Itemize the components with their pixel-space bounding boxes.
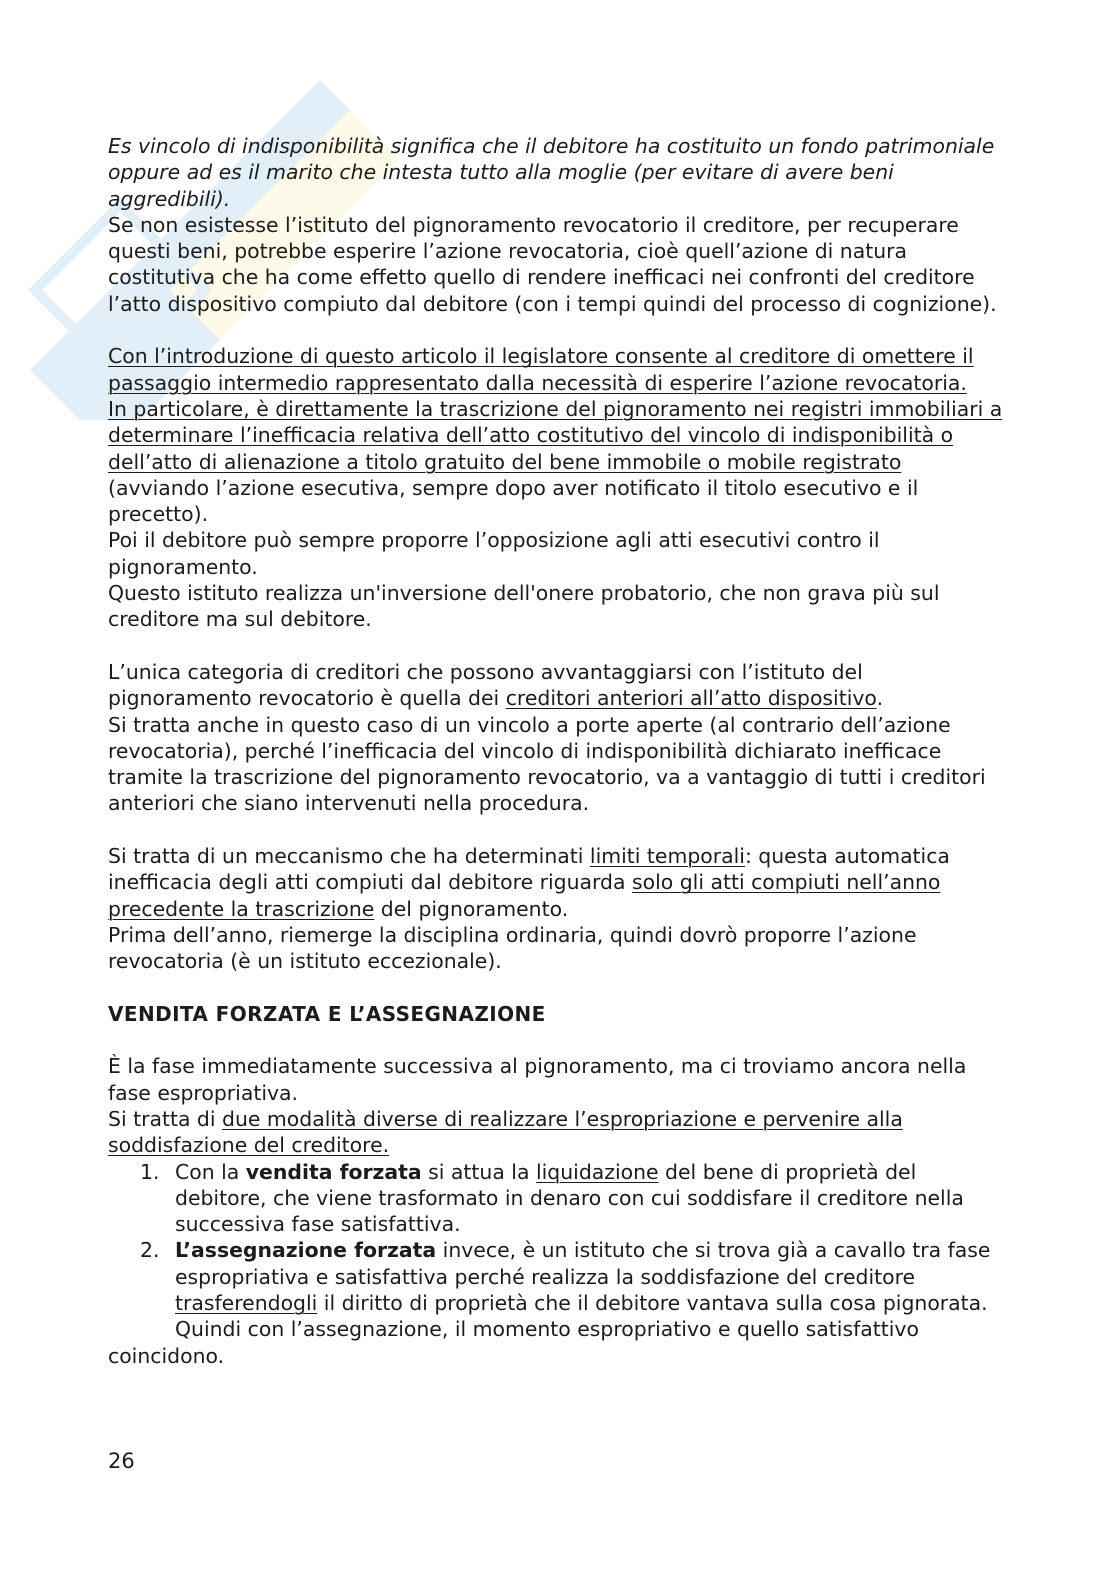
document-page [108,133,1008,1369]
list-item: 2. L’assegnazione forzata invece, è un istituto che si trova già a cavallo tra fase espropriativa e satisfattiva perché realizza la soddisfazione del creditore trasferendogli il diritto di proprietà che il debitore vantava sulla cosa pignorata. [140,1238,991,1316]
paragraph-time-limits: Si tratta di un meccanismo che ha determinati limiti temporali: questa automatica inefficacia degli atti compiuti dal debitore riguarda solo gli atti compiuti nell’anno precedente la trascrizione del pignoramento. [108,844,950,921]
paragraph-next-phase: È la fase immediatamente successiva al pignoramento, ma ci troviamo ancora nella fase espropriativa. [108,1054,967,1105]
underlined-prior-creditors: creditori anteriori all’atto dispositivo [505,686,877,711]
paragraph-ordinary-discipline: Prima dell’anno, riemerge la disciplina ordinaria, quindi dovrò proporre l’azione revocatoria (è un istituto eccezionale). [108,922,917,974]
paragraph-opposition: Poi il debitore può sempre proporre l’opposizione agli atti esecutivi contro il pignoramento. [108,528,880,579]
paragraph-open-doors: Si tratta anche in questo caso di un vincolo a porte aperte (al contrario dell’azione revocatoria), perché l’inefficacia del vincolo di indisponibilità dichiarato inefficace tramite la trascrizione del pignoramento revocatorio, va a vantaggio di tutti i creditori anteriori che siano intervenuti nella procedura. [108,712,986,816]
page-number: 26 [108,1449,135,1473]
bold-term: L’assegnazione forzata [175,1238,437,1263]
underlined-two-modalities: due modalità diverse di realizzare l’espropriazione e pervenire alla soddisfazione del creditore. [108,1106,903,1158]
paragraph-revocatory-action: Se non esistesse l’istituto del pignoramento revocatorio il creditore, per recuperare questi beni, potrebbe esperire l’azione revocatoria, cioè quell’azione di natura costitutiva che ha come effetto quello di rendere inefficaci nei confronti del creditore l’atto dispositivo compiuto dal debitore (con i tempi quindi del processo di cognizione). [108,212,997,316]
section-heading: VENDITA FORZATA E L’ASSEGNAZIONE [108,1001,546,1026]
paragraph-italic-note: Es vincolo di indisponibilità significa che il debitore ha costituito un fondo patrimoniale oppure ad es il marito che intesta tutto alla moglie (per evitare di avere beni aggredibili). [108,134,995,211]
paragraph-two-modalities: Si tratta di due modalità diverse di realizzare l’espropriazione e pervenire alla soddisfazione del creditore. [108,1106,903,1158]
paragraph-creditor-category: L’unica categoria di creditori che possono avvantaggiarsi con l’istituto del pignoramento revocatorio è quella dei creditori anteriori all’atto dispositivo. [108,659,884,711]
underlined-transcription-text: In particolare, è direttamente la trascrizione del pignoramento nei registri immobiliari a determinare l’inefficacia relativa dell’atto costitutivo del vincolo di indisponibilità o dell’atto di alienazione a titolo gratuito del bene immobile o mobile registrato [108,396,1003,474]
underlined-term: liquidazione [535,1159,659,1184]
paragraph-legislator-intro: Con l’introduzione di questo articolo il legislatore consente al creditore di omettere il passaggio intermedio rappresentato dalla necessità di esperire l’azione revocatoria. [108,344,974,395]
numbered-list [108,1159,1008,1317]
paragraph-conclusion: Quindi con l’assegnazione, il momento espropriativo e quello satisfattivo coincidono. [108,1317,919,1368]
underlined-term: trasferendogli [175,1291,318,1316]
bold-term: vendita forzata [245,1159,422,1184]
list-item: 1. Con la vendita forzata si attua la liquidazione del bene di proprietà del debitore, che viene trasformato in denaro con cui soddisfare il creditore nella successiva fase satisfattiva. [140,1159,964,1237]
underlined-previous-year: solo gli atti compiuti nell’anno precedente la trascrizione [108,870,941,921]
paragraph-burden-of-proof: Questo istituto realizza un'inversione dell'onere probatorio, che non grava più sul creditore ma sul debitore. [108,581,940,632]
paragraph-transcription: In particolare, è direttamente la trascrizione del pignoramento nei registri immobiliari a determinare l’inefficacia relativa dell’atto costitutivo del vincolo di indisponibilità o dell’atto di alienazione a titolo gratuito del bene immobile o mobile registrato (avviando l’azione esecutiva, sempre dopo aver notificato il titolo esecutivo e il precetto). [108,396,1003,527]
underlined-time-limits: limiti temporali [589,844,745,869]
